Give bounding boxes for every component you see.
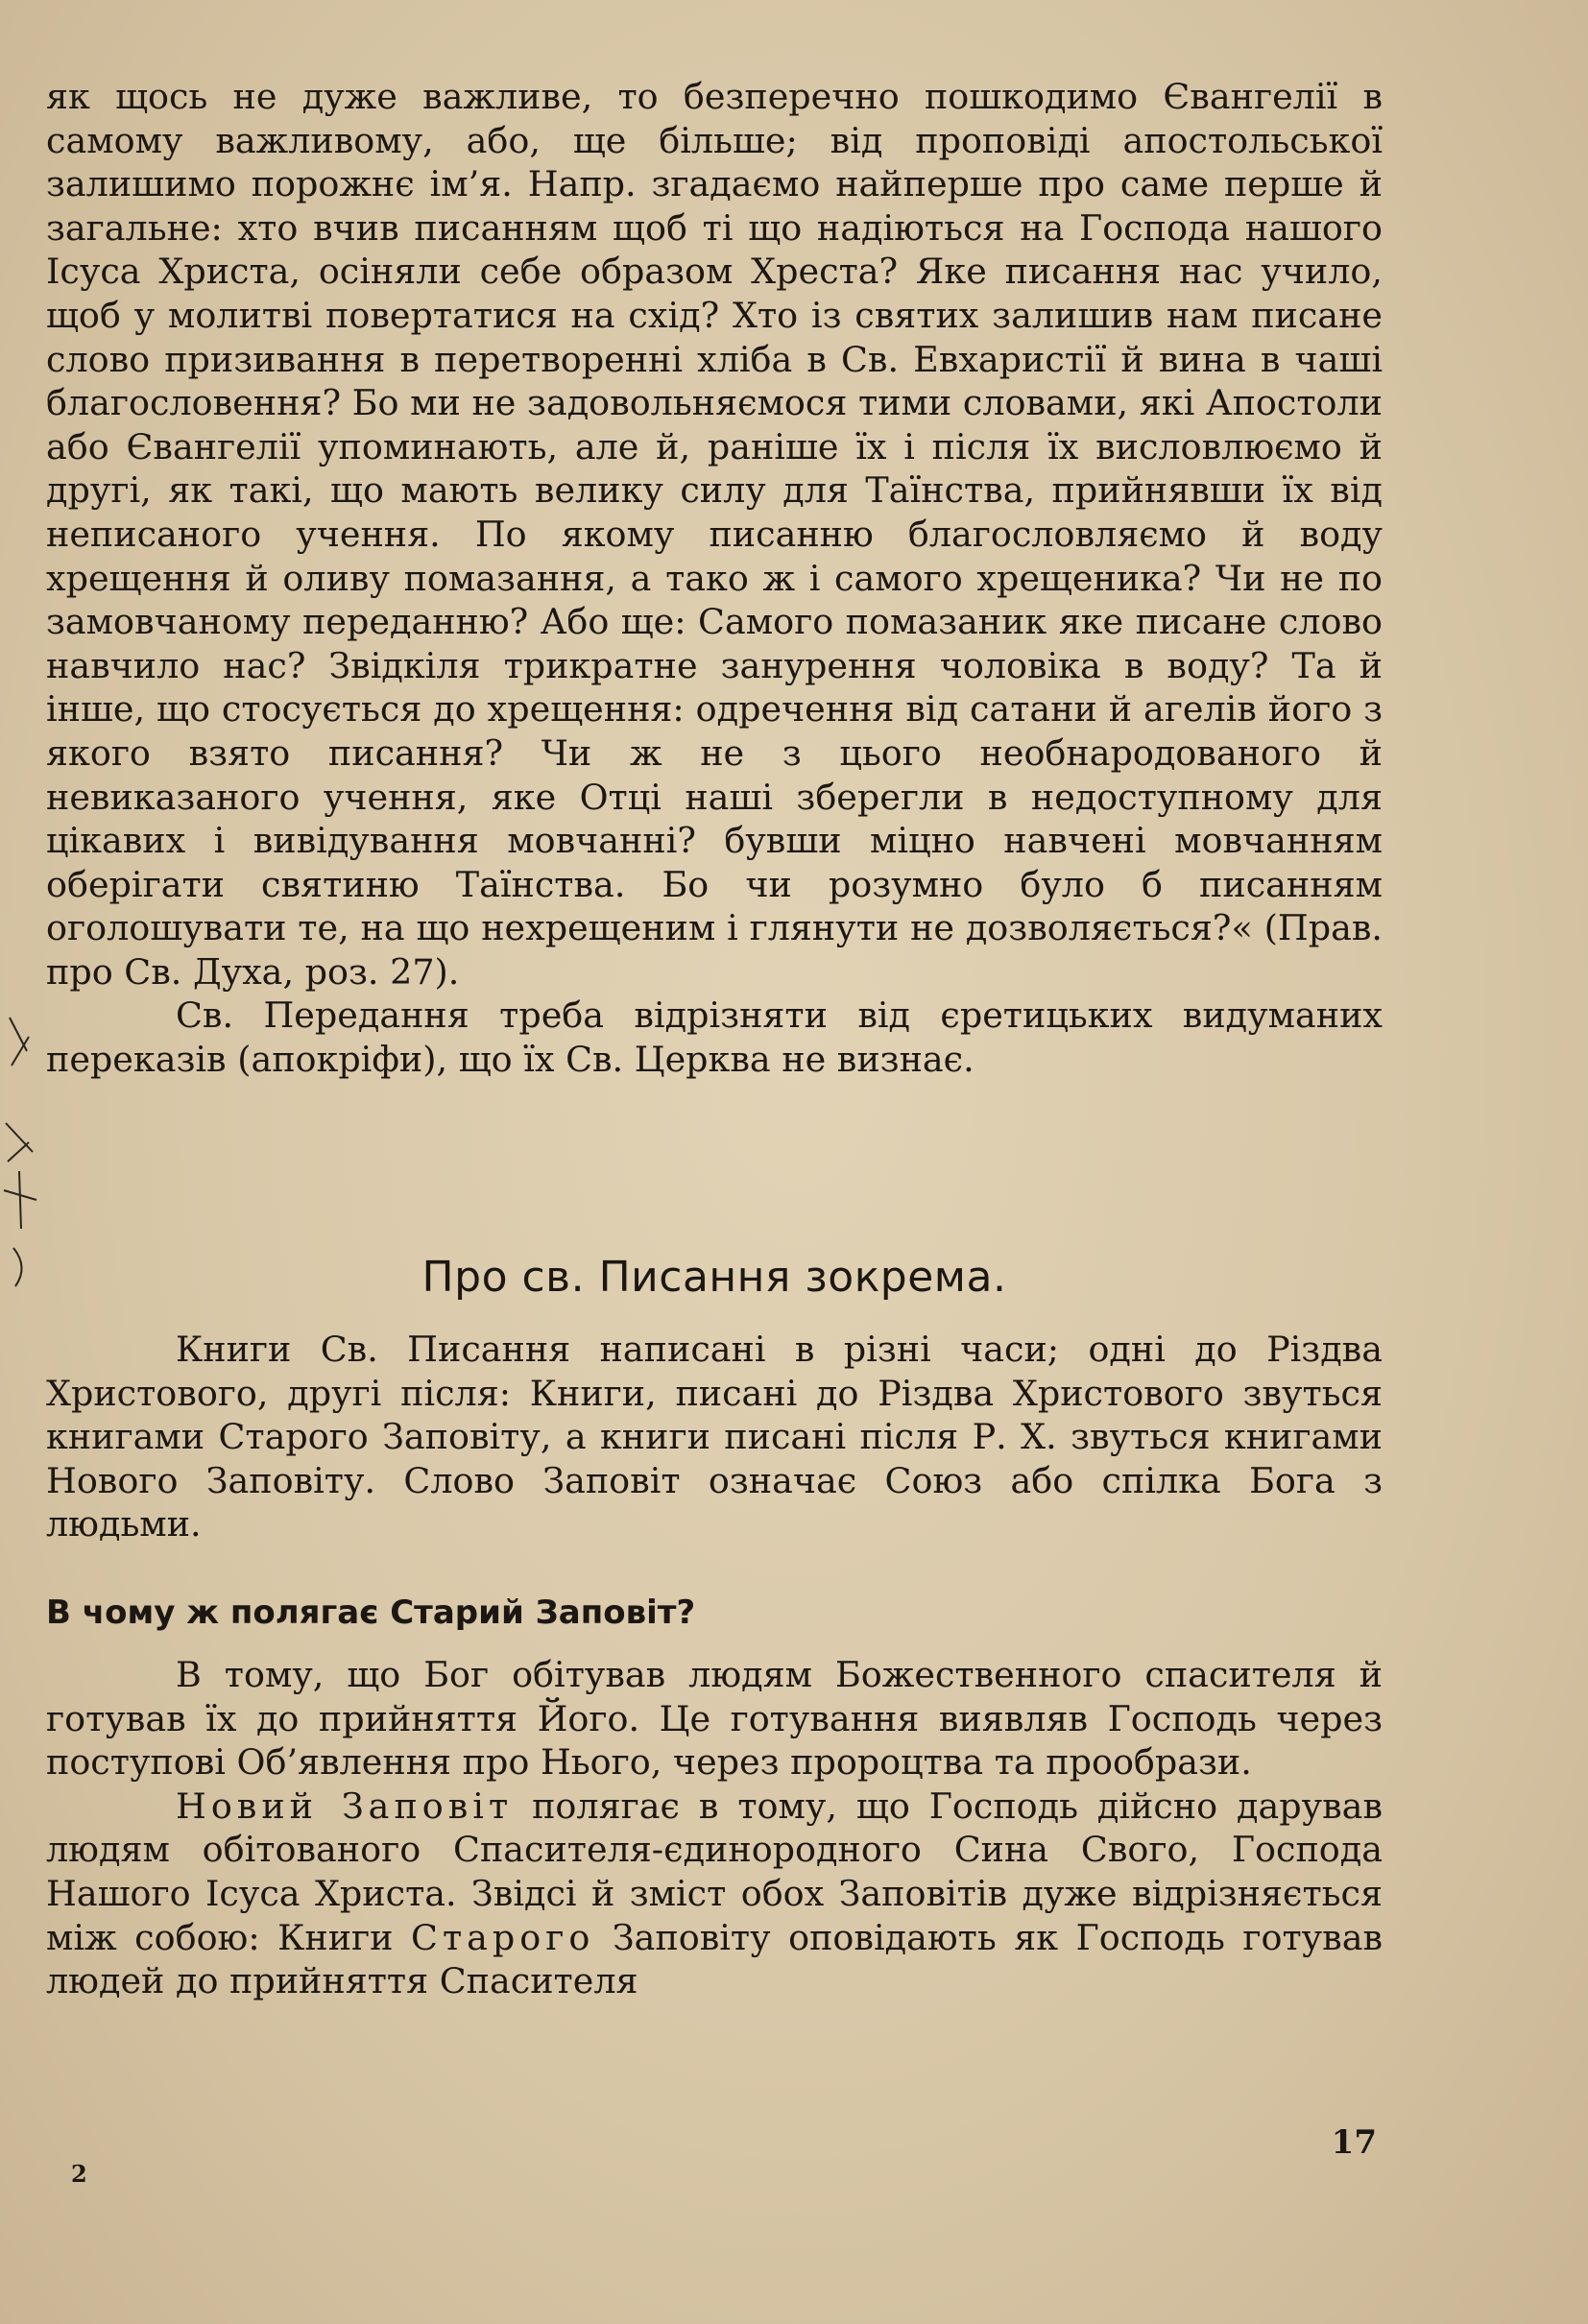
margin-pencil-marks (0, 998, 58, 1325)
signature-mark: 2 (71, 2160, 87, 2188)
new-testament-text-end: Заповіту оповідають як Господь готував людей до прийняття Спасителя (46, 1916, 1383, 2002)
paragraph-continued: як щось не дуже важливе, то безперечно пошкодимо Євангелії в самому важливому, або, ще більше; від проповіді апостольської залишимо порожнє ім’я. Напр. згадаємо найперше про саме перше й загальне: хто вчив писанням щоб ті що надіються на Господа нашого Ісуса Христа, осіняли себе образом Хреста? Яке писання нас учило, щоб у молитві повертатися на схід? Хто із святих залишив нам писане слово призивання в перетворенні хліба в Св. Евхаристії й вина в чаші благословення? Бо ми не задовольняємося тими словами, які Апостоли або Євангелії упоминають, але й, раніше їх і після їх висловлюємо й другі, як такі, що мають велику силу для Таїнства, прийнявши їх від неписаного учення. По якому писанню благословляємо й воду хрещення й оливу помазання, а тако ж і самого хрещеника? Чи не по замовчаному переданню? Або ще: Самого помазаник яке писане слово навчило нас? Звідкіля трикратне занурення чоловіка в воду? Та й інше, що стосується до хрещення: одречення від сатани й агелів його з якого взято писання? Чи ж не з цього необнародованого й невиказаного учення, яке Отці наші зберегли в недоступному для цікавих і вивідування мовчанні? бувши міцно навчені мовчанням оберігати святиню Таїнства. Бо чи розумно було б писанням оголошувати те, на що нехрещеним і глянути не дозволяється?« (Прав. про Св. Духа, роз. 27). (46, 76, 1383, 993)
main-text-block (46, 75, 1383, 1082)
section-scripture-text (46, 1328, 1383, 1546)
section-heading: Про св. Писання зокрема. (421, 1253, 1007, 1302)
old-term: Старого (411, 1916, 595, 1958)
page-number: 17 (1331, 2123, 1377, 2162)
question-heading: В чому ж полягає Старий Заповіт? (46, 1593, 696, 1632)
paragraph-new-testament (46, 1785, 1383, 2003)
new-testament-term: Новий Заповіт (176, 1785, 514, 1827)
paragraph-books: Книги Св. Писання написані в різні часи; одні до Різдва Христового, другі після: Книги, писані до Різдва Христового звуться книгами Старого Заповіту, а книги писані після Р. Х. звуться книгами Нового Заповіту. Слово Заповіт означає Союз або спілка Бога з людьми. (46, 1329, 1383, 1545)
paragraph-tradition: Св. Передання треба відрізняти від єретицьких видуманих переказів (апокріфи), що їх Св. Церква не визнає. (46, 994, 1383, 1081)
section-old-testament-text (46, 1653, 1383, 2003)
new-testament-text: полягає в тому, що Господь дійсно дарував людям обітованого Спасителя-єдинородного Сина Свого, Господа Нашого Ісуса Христа. Звідсі й зміст обох Заповітів дуже відрізняється між собою: Книги (46, 1785, 1383, 1958)
paragraph-old-testament: В тому, що Бог обітував людям Божественного спасителя й готував їх до прийняття Його. Це готування виявляв Господь через поступові Об’явлення про Нього, через пророцтва та прообрази. (46, 1654, 1383, 1784)
